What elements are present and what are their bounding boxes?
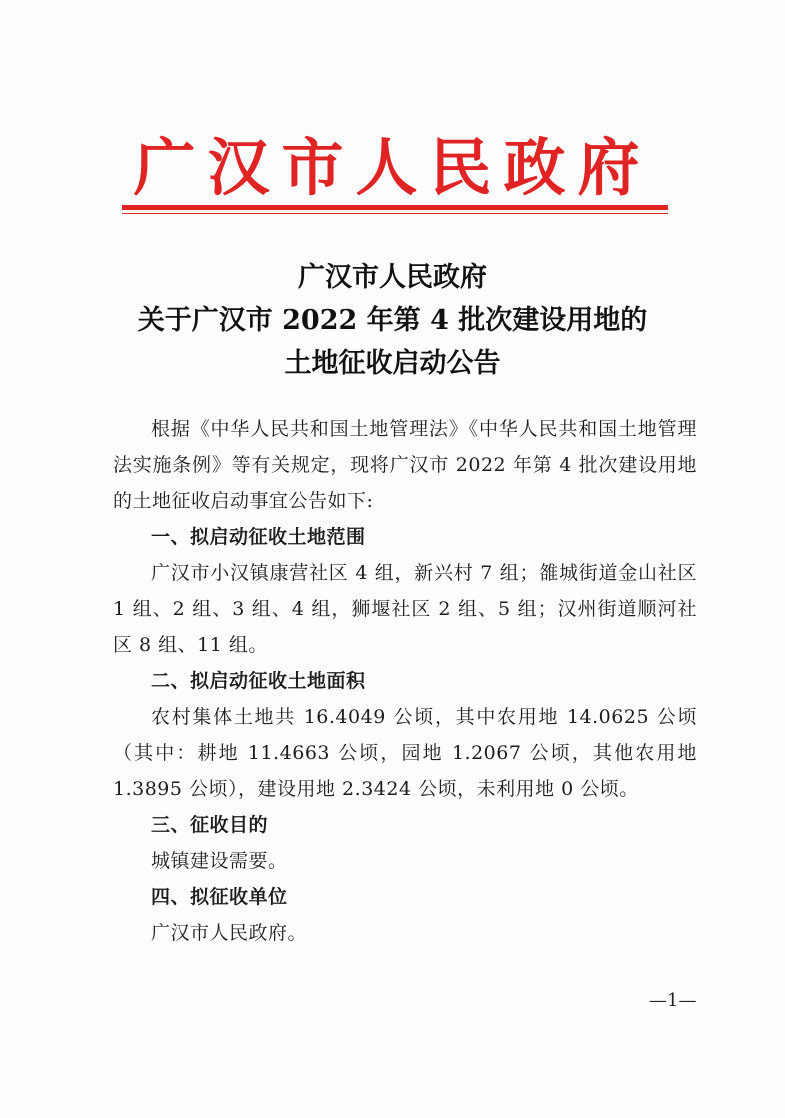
section-3-heading: 三、征收目的 — [151, 814, 269, 836]
section-4-text: 广汉市人民政府。 — [151, 922, 308, 944]
section-3-text: 城镇建设需要。 — [151, 850, 288, 872]
red-divider-thick — [122, 205, 668, 210]
masthead-title: 广汉市人民政府 — [133, 131, 652, 204]
intro-paragraph: 根据《中华人民共和国土地管理法》《中华人民共和国土地管理法实施条例》等有关规定，现将广汉市 2022 年第 4 批次建设用地的土地征收启动事宜公告如下: — [113, 418, 697, 512]
section-2-text: 农村集体土地共 16.4049 公顷，其中农用地 14.0625 公顷（其中：耕地 11.4663 公顷，园地 1.2067 公顷，其他农用地 1.3895 公顷），建设用地 2.3424 公顷，未利用地 0 公顷。 — [113, 706, 697, 800]
document-body — [113, 411, 697, 951]
section-4-heading: 四、拟征收单位 — [151, 886, 288, 908]
title-line-2: 关于广汉市 2022 年第 4 批次建设用地的 — [137, 305, 648, 336]
page-number: —1— — [649, 990, 697, 1011]
red-divider-thin — [122, 213, 668, 214]
section-1-text: 广汉市小汉镇康营社区 4 组，新兴村 7 组；雒城街道金山社区 1 组、2 组、3 组、4 组，狮堰社区 2 组、5 组；汉州街道顺河社区 8 组、11 组。 — [113, 562, 697, 656]
section-1-heading: 一、拟启动征收土地范围 — [151, 526, 366, 548]
title-line-3: 土地征收启动公告 — [284, 348, 501, 379]
title-line-1: 广汉市人民政府 — [298, 262, 487, 293]
section-2-heading: 二、拟启动征收土地面积 — [151, 670, 366, 692]
